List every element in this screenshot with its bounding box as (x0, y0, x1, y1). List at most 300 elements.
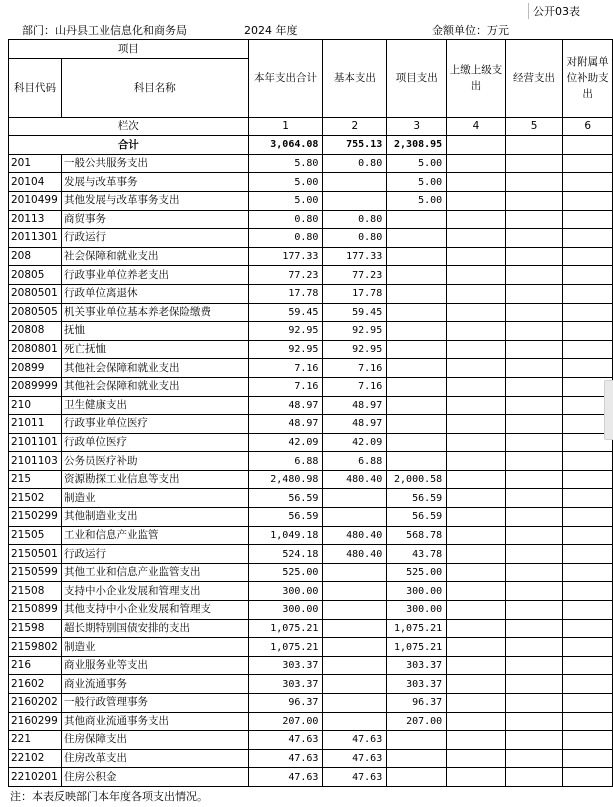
cell-business (505, 470, 563, 489)
cell-basic: 6.88 (323, 452, 387, 471)
total-value: 3,064.08 (248, 136, 323, 155)
cell-total: 47.63 (248, 768, 323, 787)
cell-name: 公务员医疗补助 (61, 452, 248, 471)
cell-total: 1,075.21 (248, 638, 323, 657)
cell-upper (447, 470, 506, 489)
cell-subsidy (563, 694, 613, 713)
cell-project: 303.37 (387, 656, 447, 675)
cell-project (387, 247, 447, 266)
cell-code: 2159802 (9, 638, 62, 657)
cell-subsidy (563, 545, 613, 564)
cell-subsidy (563, 470, 613, 489)
cell-business (505, 210, 563, 229)
cell-upper (447, 433, 506, 452)
cell-basic (323, 601, 387, 620)
cell-project (387, 452, 447, 471)
table-row (9, 601, 613, 620)
cell-basic: 480.40 (323, 545, 387, 564)
col-num: 5 (505, 117, 563, 136)
cell-business (505, 433, 563, 452)
table-row (9, 563, 613, 582)
cell-subsidy (563, 749, 613, 768)
cell-upper (447, 582, 506, 601)
cell-project (387, 749, 447, 768)
cell-upper (447, 749, 506, 768)
cell-total: 0.80 (248, 210, 323, 229)
cell-project: 1,075.21 (387, 638, 447, 657)
cell-business (505, 359, 563, 378)
cell-upper (447, 526, 506, 545)
cell-project (387, 229, 447, 248)
cell-business (505, 322, 563, 341)
cell-subsidy (563, 601, 613, 620)
cell-business (505, 396, 563, 415)
cell-name: 其他社会保障和就业支出 (61, 377, 248, 396)
cell-code: 2160202 (9, 694, 62, 713)
cell-code: 2150899 (9, 601, 62, 620)
table-row (9, 489, 613, 508)
cell-business (505, 340, 563, 359)
cell-total: 48.97 (248, 415, 323, 434)
cell-name: 发展与改革事务 (61, 173, 248, 192)
cell-subsidy (563, 210, 613, 229)
cell-subsidy (563, 284, 613, 303)
table-row (9, 284, 613, 303)
cell-total: 92.95 (248, 340, 323, 359)
cell-total: 177.33 (248, 247, 323, 266)
scrollbar-thumb[interactable] (604, 380, 613, 440)
cell-basic: 47.63 (323, 749, 387, 768)
cell-project: 525.00 (387, 563, 447, 582)
cell-upper (447, 247, 506, 266)
footnote: 注：本表反映部门本年度各项支出情况。 (10, 790, 208, 803)
cell-upper (447, 154, 506, 173)
cell-name: 商业流通事务 (61, 675, 248, 694)
cell-business (505, 415, 563, 434)
cell-code: 21011 (9, 415, 62, 434)
cell-business (505, 508, 563, 527)
cell-code: 2080501 (9, 284, 62, 303)
upper-value (447, 136, 506, 155)
cell-subsidy (563, 229, 613, 248)
cell-subsidy (563, 303, 613, 322)
cell-upper (447, 731, 506, 750)
cell-business (505, 675, 563, 694)
department-label: 部门：山丹县工业信息化和商务局 (22, 24, 187, 37)
cell-upper (447, 396, 506, 415)
table-row (9, 303, 613, 322)
cell-business (505, 303, 563, 322)
cell-total: 5.00 (248, 173, 323, 192)
cell-code: 2011301 (9, 229, 62, 248)
cell-total: 207.00 (248, 712, 323, 731)
cell-business (505, 266, 563, 285)
cell-code: 2089999 (9, 377, 62, 396)
cell-total: 524.18 (248, 545, 323, 564)
cell-basic: 47.63 (323, 731, 387, 750)
cell-business (505, 749, 563, 768)
cell-code: 21502 (9, 489, 62, 508)
cell-project (387, 768, 447, 787)
cell-name: 支持中小企业发展和管理支出 (61, 582, 248, 601)
cell-upper (447, 340, 506, 359)
cell-name: 行政运行 (61, 229, 248, 248)
table-row (9, 340, 613, 359)
cell-project (387, 210, 447, 229)
cell-basic (323, 582, 387, 601)
total-header: 本年支出合计 (248, 40, 323, 118)
expenditure-table (8, 39, 613, 787)
cell-project (387, 284, 447, 303)
cell-code: 2010499 (9, 191, 62, 210)
cell-business (505, 638, 563, 657)
cell-upper (447, 601, 506, 620)
cell-name: 机关事业单位基本养老保险缴费 (61, 303, 248, 322)
table-row (9, 656, 613, 675)
cell-name: 抚恤 (61, 322, 248, 341)
basic-value: 755.13 (323, 136, 387, 155)
cell-total: 1,049.18 (248, 526, 323, 545)
basic-header: 基本支出 (323, 40, 387, 118)
cell-project (387, 396, 447, 415)
cell-project: 96.37 (387, 694, 447, 713)
cell-code: 201 (9, 154, 62, 173)
cell-subsidy (563, 322, 613, 341)
cell-name: 制造业 (61, 489, 248, 508)
cell-total: 303.37 (248, 675, 323, 694)
cell-code: 221 (9, 731, 62, 750)
business-header: 经营支出 (505, 40, 563, 118)
cell-total: 96.37 (248, 694, 323, 713)
cell-basic: 47.63 (323, 768, 387, 787)
cell-upper (447, 675, 506, 694)
table-row (9, 173, 613, 192)
cell-subsidy (563, 173, 613, 192)
cell-code: 20805 (9, 266, 62, 285)
table-row (9, 526, 613, 545)
col-num: 3 (387, 117, 447, 136)
cell-upper (447, 322, 506, 341)
cell-code: 21602 (9, 675, 62, 694)
cell-business (505, 545, 563, 564)
cell-basic (323, 656, 387, 675)
cell-project: 56.59 (387, 489, 447, 508)
cell-name: 其他商业流通事务支出 (61, 712, 248, 731)
cell-basic: 0.80 (323, 229, 387, 248)
cell-basic (323, 508, 387, 527)
cell-code: 21508 (9, 582, 62, 601)
cell-basic: 77.23 (323, 266, 387, 285)
cell-business (505, 247, 563, 266)
cell-name: 行政单位离退休 (61, 284, 248, 303)
cell-upper (447, 694, 506, 713)
cell-code: 20808 (9, 322, 62, 341)
cell-subsidy (563, 340, 613, 359)
cell-total: 2,480.98 (248, 470, 323, 489)
cell-basic (323, 563, 387, 582)
cell-subsidy (563, 656, 613, 675)
cell-subsidy (563, 563, 613, 582)
cell-upper (447, 415, 506, 434)
cell-code: 2150501 (9, 545, 62, 564)
table-row (9, 768, 613, 787)
cell-name: 住房公积金 (61, 768, 248, 787)
cell-name: 工业和信息产业监管 (61, 526, 248, 545)
header-row-1 (9, 40, 613, 59)
cell-name: 住房保障支出 (61, 731, 248, 750)
cell-project: 2,000.58 (387, 470, 447, 489)
subsidy-header: 对附属单位补助支出 (563, 40, 613, 118)
cell-code: 215 (9, 470, 62, 489)
cell-subsidy (563, 191, 613, 210)
cell-total: 0.80 (248, 229, 323, 248)
cell-project (387, 415, 447, 434)
cell-code: 2101103 (9, 452, 62, 471)
table-row (9, 712, 613, 731)
cell-upper (447, 489, 506, 508)
cell-name: 其他发展与改革事务支出 (61, 191, 248, 210)
cell-subsidy (563, 768, 613, 787)
project-value: 2,308.95 (387, 136, 447, 155)
upper-header: 上缴上级支出 (447, 40, 506, 118)
cell-upper (447, 229, 506, 248)
table-row (9, 545, 613, 564)
year-label: 2024 年度 (244, 24, 298, 37)
table-row (9, 675, 613, 694)
cell-upper (447, 284, 506, 303)
cell-project: 568.78 (387, 526, 447, 545)
cell-subsidy (563, 638, 613, 657)
cell-upper (447, 266, 506, 285)
cell-project: 300.00 (387, 601, 447, 620)
table-row (9, 619, 613, 638)
cell-basic: 92.95 (323, 322, 387, 341)
cell-basic: 7.16 (323, 359, 387, 378)
sum-label: 合计 (9, 136, 249, 155)
cell-name: 行政运行 (61, 545, 248, 564)
cell-project (387, 731, 447, 750)
cell-name: 社会保障和就业支出 (61, 247, 248, 266)
cell-basic: 48.97 (323, 396, 387, 415)
table-row (9, 247, 613, 266)
cell-code: 20113 (9, 210, 62, 229)
cell-name: 商业服务业等支出 (61, 656, 248, 675)
cell-business (505, 526, 563, 545)
cell-subsidy (563, 452, 613, 471)
table-row (9, 229, 613, 248)
cell-project: 1,075.21 (387, 619, 447, 638)
col-num: 6 (563, 117, 613, 136)
cell-project: 5.00 (387, 173, 447, 192)
cell-business (505, 563, 563, 582)
cell-name: 死亡抚恤 (61, 340, 248, 359)
cell-business (505, 191, 563, 210)
cell-basic (323, 191, 387, 210)
cell-name: 商贸事务 (61, 210, 248, 229)
cell-basic (323, 712, 387, 731)
cell-project: 303.37 (387, 675, 447, 694)
cell-project: 207.00 (387, 712, 447, 731)
cell-name: 其他工业和信息产业监管支出 (61, 563, 248, 582)
cell-upper (447, 638, 506, 657)
cell-total: 525.00 (248, 563, 323, 582)
business-value (505, 136, 563, 155)
cell-business (505, 768, 563, 787)
cell-total: 59.45 (248, 303, 323, 322)
cell-basic (323, 619, 387, 638)
cell-basic (323, 489, 387, 508)
cell-code: 21505 (9, 526, 62, 545)
col-num: 2 (323, 117, 387, 136)
cell-name: 其他支持中小企业发展和管理支 (61, 601, 248, 620)
cell-code: 20104 (9, 173, 62, 192)
name-header: 科目名称 (61, 58, 248, 117)
cell-subsidy (563, 266, 613, 285)
total-row (9, 136, 613, 155)
cell-business (505, 694, 563, 713)
cell-business (505, 731, 563, 750)
project-header: 项目支出 (387, 40, 447, 118)
table-row (9, 508, 613, 527)
cell-upper (447, 452, 506, 471)
cell-subsidy (563, 526, 613, 545)
cell-project (387, 340, 447, 359)
table-row (9, 415, 613, 434)
cell-total: 47.63 (248, 731, 323, 750)
cell-project (387, 303, 447, 322)
cell-total: 56.59 (248, 489, 323, 508)
cell-code: 2101101 (9, 433, 62, 452)
cell-total: 7.16 (248, 377, 323, 396)
table-row (9, 470, 613, 489)
cell-business (505, 489, 563, 508)
cell-total: 303.37 (248, 656, 323, 675)
cell-name: 行政事业单位养老支出 (61, 266, 248, 285)
cell-basic: 7.16 (323, 377, 387, 396)
table-row (9, 210, 613, 229)
cell-subsidy (563, 619, 613, 638)
cell-code: 2080505 (9, 303, 62, 322)
cell-business (505, 377, 563, 396)
cell-business (505, 229, 563, 248)
cell-project: 56.59 (387, 508, 447, 527)
cell-subsidy (563, 247, 613, 266)
cell-subsidy (563, 582, 613, 601)
cell-business (505, 582, 563, 601)
cell-name: 行政单位医疗 (61, 433, 248, 452)
table-row (9, 749, 613, 768)
table-row (9, 638, 613, 657)
cell-total: 48.97 (248, 396, 323, 415)
cell-total: 300.00 (248, 601, 323, 620)
cell-upper (447, 191, 506, 210)
cell-upper (447, 508, 506, 527)
cell-basic: 17.78 (323, 284, 387, 303)
cell-basic: 0.80 (323, 210, 387, 229)
col-num: 4 (447, 117, 506, 136)
cell-name: 制造业 (61, 638, 248, 657)
cell-basic: 480.40 (323, 470, 387, 489)
table-row (9, 396, 613, 415)
cell-code: 2210201 (9, 768, 62, 787)
cell-name: 一般行政管理事务 (61, 694, 248, 713)
cell-name: 超长期特别国债安排的支出 (61, 619, 248, 638)
cell-code: 208 (9, 247, 62, 266)
cell-project (387, 322, 447, 341)
cell-code: 2150599 (9, 563, 62, 582)
cell-name: 住房改革支出 (61, 749, 248, 768)
cell-project (387, 377, 447, 396)
cell-total: 6.88 (248, 452, 323, 471)
unit-label: 金额单位：万元 (432, 24, 509, 37)
cell-total: 77.23 (248, 266, 323, 285)
cell-total: 300.00 (248, 582, 323, 601)
cell-subsidy (563, 508, 613, 527)
cell-total: 5.80 (248, 154, 323, 173)
cell-upper (447, 656, 506, 675)
code-header: 科目代码 (9, 58, 62, 117)
cell-subsidy (563, 731, 613, 750)
cell-name: 其他制造业支出 (61, 508, 248, 527)
table-row (9, 582, 613, 601)
cell-upper (447, 768, 506, 787)
cell-upper (447, 210, 506, 229)
cell-business (505, 656, 563, 675)
table-row (9, 377, 613, 396)
cell-code: 210 (9, 396, 62, 415)
cell-basic: 59.45 (323, 303, 387, 322)
table-row (9, 731, 613, 750)
cell-code: 20899 (9, 359, 62, 378)
cell-name: 行政事业单位医疗 (61, 415, 248, 434)
cell-total: 47.63 (248, 749, 323, 768)
cell-code: 2080801 (9, 340, 62, 359)
cell-subsidy (563, 154, 613, 173)
cell-basic (323, 694, 387, 713)
table-row (9, 322, 613, 341)
cell-total: 7.16 (248, 359, 323, 378)
cell-basic: 48.97 (323, 415, 387, 434)
cell-project (387, 359, 447, 378)
cell-total: 5.00 (248, 191, 323, 210)
table-row (9, 433, 613, 452)
cell-basic: 480.40 (323, 526, 387, 545)
col-label: 栏次 (9, 117, 249, 136)
cell-upper (447, 303, 506, 322)
cell-project: 300.00 (387, 582, 447, 601)
cell-upper (447, 712, 506, 731)
cell-upper (447, 359, 506, 378)
cell-subsidy (563, 489, 613, 508)
table-row (9, 266, 613, 285)
table-row (9, 694, 613, 713)
cell-upper (447, 377, 506, 396)
cell-business (505, 712, 563, 731)
cell-project: 43.78 (387, 545, 447, 564)
cell-upper (447, 545, 506, 564)
table-row (9, 452, 613, 471)
cell-business (505, 284, 563, 303)
cell-basic (323, 675, 387, 694)
cell-upper (447, 563, 506, 582)
cell-business (505, 154, 563, 173)
cell-name: 其他社会保障和就业支出 (61, 359, 248, 378)
table-row (9, 154, 613, 173)
cell-upper (447, 619, 506, 638)
table-row (9, 191, 613, 210)
cell-name: 卫生健康支出 (61, 396, 248, 415)
cell-basic: 42.09 (323, 433, 387, 452)
